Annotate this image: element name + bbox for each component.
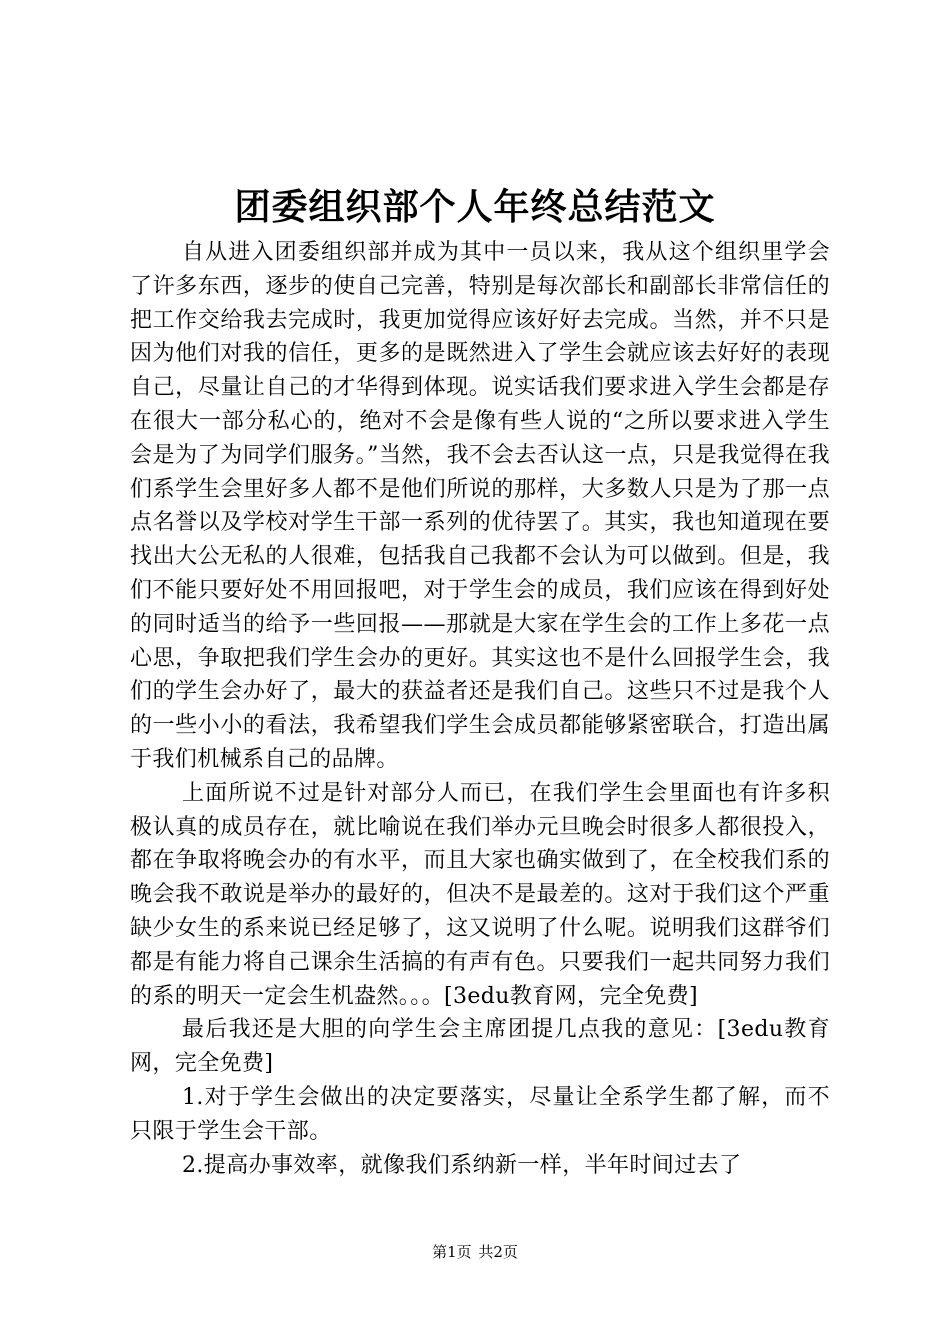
page-title: 团委组织部个人年终总结范文 (234, 187, 716, 228)
page-number: 第1页 (432, 1243, 472, 1261)
paragraph-4: 1.对于学生会做出的决定要落实，尽量让全系学生都了解，而不只限于学生会干部。 (130, 1084, 830, 1144)
paragraph-5: 2.提高办事效率，就像我们系纳新一样，半年时间过去了 (182, 1152, 742, 1178)
page-footer (0, 1242, 950, 1262)
document-body (130, 236, 830, 1182)
page-total: 共2页 (478, 1243, 518, 1261)
paragraph-3: 最后我还是大胆的向学生会主席团提几点我的意见：[3edu教育网，完全免费] (130, 1017, 830, 1077)
paragraph-2: 上面所说不过是针对部分人而已，在我们学生会里面也有许多积极认真的成员存在，就比喻说在我们举办元旦晚会时很多人都很投入，都在争取将晚会办的有水平，而且大家也确实做到了，在全校我们系的晚会我不敢说是举办的最好的，但决不是最差的。这对于我们这个严重缺少女生的系来说已经足够了，这又说明了什么呢。说明我们这群爷们都是有能力将自己课余生活搞的有声有色。只要我们一起共同努力我们的系的明天一定会生机盎然。。。[3edu教育网，完全免费] (130, 780, 830, 1009)
paragraph-1: 自从进入团委组织部并成为其中一员以来，我从这个组织里学会了许多东西，逐步的使自己完善，特别是每次部长和副部长非常信任的把工作交给我去完成时，我更加觉得应该好好去完成。当然，并不只是因为他们对我的信任，更多的是既然进入了学生会就应该去好好的表现自己，尽量让自己的才华得到体现。说实话我们要求进入学生会都是存在很大一部分私心的，绝对不会是像有些人说的“之所以要求进入学生会是为了为同学们服务。”当然，我不会去否认这一点，只是我觉得在我们系学生会里好多人都不是他们所说的那样，大多数人只是为了那一点点名誉以及学校对学生干部一系列的优待罢了。其实，我也知道现在要找出大公无私的人很难，包括我自己我都不会认为可以做到。但是，我们不能只要好处不用回报吧，对于学生会的成员，我们应该在得到好处的同时适当的给予一些回报——那就是大家在学生会的工作上多花一点心思，争取把我们学生会办的更好。其实这也不是什么回报学生会，我们的学生会办好了，最大的获益者还是我们自己。这些只不过是我个人的一些小小的看法，我希望我们学生会成员都能够紧密联合，打造出属于我们机械系自己的品牌。 (130, 240, 830, 772)
